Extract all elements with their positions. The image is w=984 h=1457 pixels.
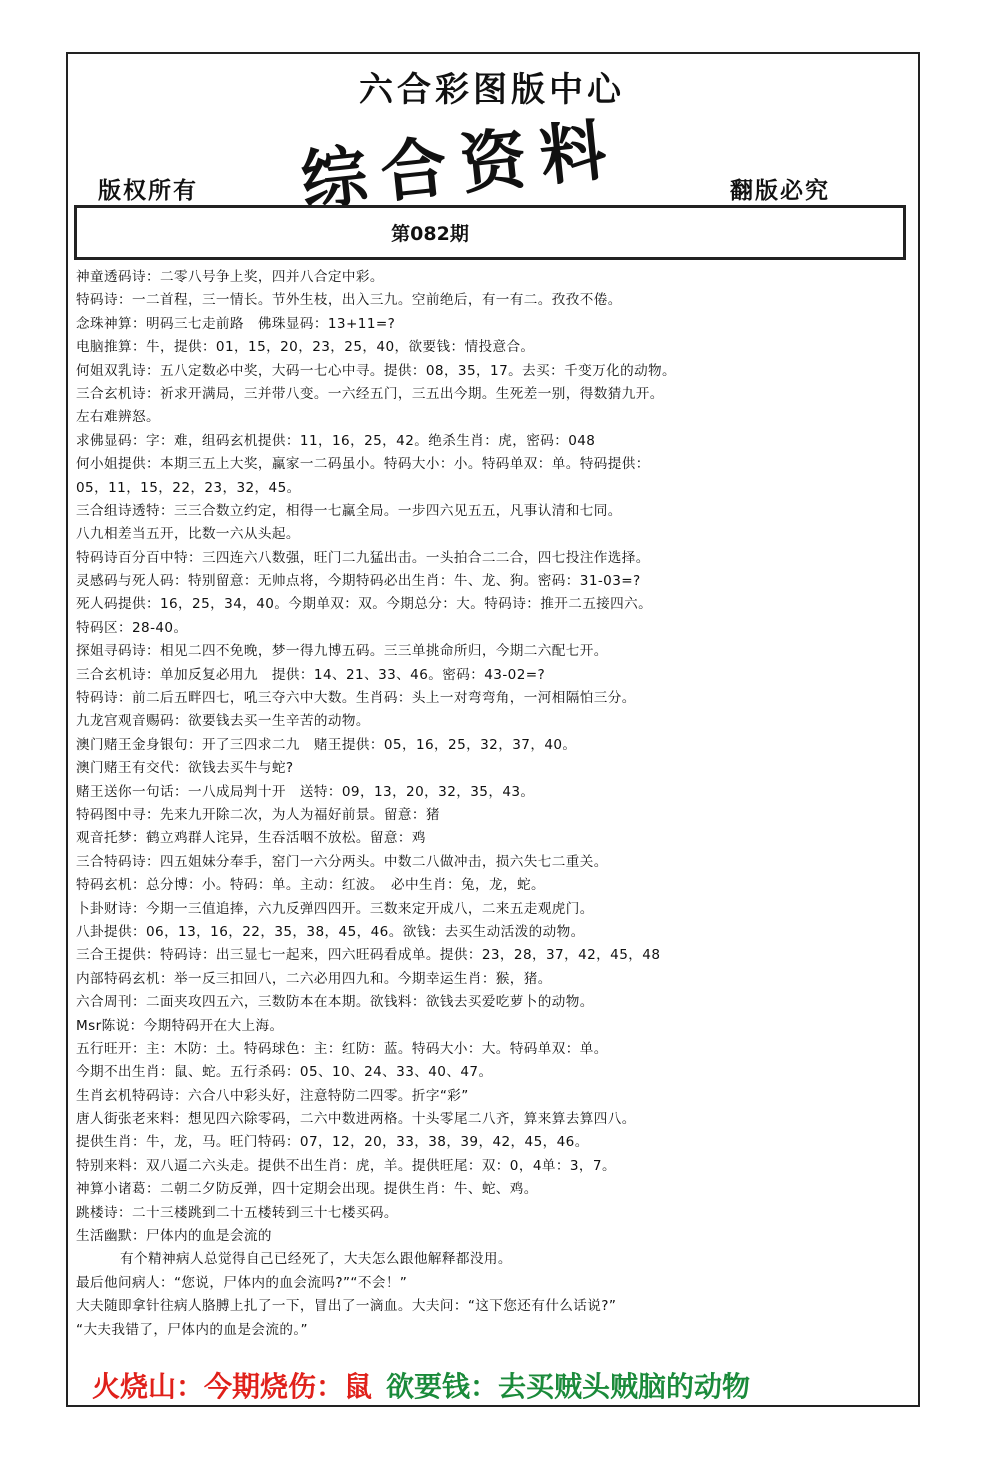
text-line: 有个精神病人总觉得自己已经死了，大夫怎么跟他解释都没用。 xyxy=(120,1251,512,1268)
text-line: 神算小诸葛：二朝二夕防反弹，四十定期会出现。提供生肖：牛、蛇、鸡。 xyxy=(76,1181,538,1198)
text-line: 六合周刊：二面夹攻四五六，三数防本在本期。欲钱料：欲钱去买爱吃萝卜的动物。 xyxy=(76,994,594,1011)
text-line: Msr陈说：今期特码开在大上海。 xyxy=(76,1017,284,1034)
text-line: 三合玄机诗：祈求开满局，三并带八变。一六经五门，三五出今期。生死差一别，得数猜九开。 xyxy=(76,385,664,402)
text-line: 特码诗：前二后五畔四七，吼三夺六中大数。生肖码：头上一对弯弯角，一河相隔怕三分。 xyxy=(76,690,636,707)
text-line: 澳门赌王金身银句：开了三四求二九 赌王提供：05，16，25，32，37，40。 xyxy=(76,736,577,753)
text-line: 唐人街张老来料：想见四六除零码，二六中数进两格。十头零尾二八齐，算来算去算四八。 xyxy=(76,1111,636,1128)
text-line: 大夫随即拿针往病人胳膊上扎了一下，冒出了一滴血。大夫问：“这下您还有什么话说?” xyxy=(76,1298,617,1315)
text-line: 何小姐提供：本期三五上大奖，赢家一二码虽小。特码大小：小。特码单双：单。特码提供： xyxy=(76,456,650,473)
text-line: 三合组诗透特：三三合数立约定，相得一七赢全局。一步四六见五五，凡事认清和七同。 xyxy=(76,502,622,519)
header-subtitle: 六合彩图版中心 xyxy=(359,70,625,110)
text-line: 澳门赌王有交代：欲钱去买牛与蛇? xyxy=(76,760,294,777)
copyright-tag: 版权所有 xyxy=(98,178,198,204)
footer-green-text: 欲要钱：去买贼头贼脑的动物 xyxy=(386,1370,751,1403)
footer-red-text: 火烧山：今期烧伤：鼠 xyxy=(92,1370,373,1403)
text-line: 特码图中寻：先来九开除二次，为人为福好前景。留意：猪 xyxy=(76,806,440,823)
text-line: “大夫我错了，尸体内的血是会流的。” xyxy=(76,1321,308,1338)
text-line: 神童透码诗：二零八号争上奖，四并八合定中彩。 xyxy=(76,269,384,285)
content-lines xyxy=(76,266,912,1342)
text-line: 内部特码玄机：举一反三扣回八，二六必用四九和。今期幸运生肖：猴，猪。 xyxy=(76,970,552,987)
text-line: 特码诗：一二首程，三一情长。节外生枝，出入三九。空前绝后，有一有二。孜孜不倦。 xyxy=(76,292,622,309)
text-line: 提供生肖：牛，龙，马。旺门特码：07，12，20，33，38，39，42，45，46。 xyxy=(76,1134,589,1151)
issue-box xyxy=(74,205,906,260)
header-main-title: 综合资料 xyxy=(297,109,624,221)
text-line: 三合特码诗：四五姐妹分奉手，窑门一六分两头。中数二八做冲击，损六失七二重关。 xyxy=(76,853,608,870)
text-line: 三合玄机诗：单加反复必用九 提供：14、21、33、46。密码：43-02=? xyxy=(76,666,546,683)
footer-banner xyxy=(92,1365,750,1405)
text-line: 特码区：28-40。 xyxy=(76,619,188,636)
text-line: 今期不出生肖：鼠、蛇。五行杀码：05、10、24、33、40、47。 xyxy=(76,1064,493,1081)
text-line: 特别来料：双八逼二六头走。提供不出生肖：虎，羊。提供旺尾：双：0，4单：3，7。 xyxy=(76,1157,616,1174)
text-line: 何姐双乳诗：五八定数必中奖，大码一七心中寻。提供：08，35，17。去买：千变万化的动物。 xyxy=(76,362,677,379)
text-line: 探姐寻码诗：相见二四不免晚，梦一得九博五码。三三单挑命所归，今期二六配七开。 xyxy=(76,643,608,660)
text-line: 特码玄机：总分博：小。特码：单。主动：红波。 必中生肖：兔，龙，蛇。 xyxy=(76,877,545,894)
text-line: 生肖玄机特码诗：六合八中彩头好，注意特防二四零。折字“彩” xyxy=(76,1087,469,1104)
text-line: 05，11，15，22，23，32，45。 xyxy=(76,479,301,496)
text-line: 赌王送你一句话：一八成局判十开 送特：09，13，20，32，35，43。 xyxy=(76,783,535,800)
text-line: 三合王提供：特码诗：出三显七一起来，四六旺码看成单。提供：23，28，37，42，45，48 xyxy=(76,947,661,964)
text-line: 五行旺开：主：木防：土。特码球色：主：红防：蓝。特码大小：大。特码单双：单。 xyxy=(76,1040,608,1057)
text-line: 左右难辨怒。 xyxy=(76,409,160,426)
text-line: 九龙宫观音赐码：欲要钱去买一生辛苦的动物。 xyxy=(76,713,370,730)
text-line: 最后他问病人：“您说，尸体内的血会流吗?”“不会！” xyxy=(76,1274,408,1291)
piracy-warning-tag: 翻版必究 xyxy=(730,178,830,204)
text-line: 特码诗百分百中特：三四连六八数强，旺门二九猛出击。一头拍合二二合，四七投注作选择。 xyxy=(76,549,650,566)
text-line: 念珠神算：明码三七走前路 佛珠显码：13+11=? xyxy=(76,315,396,332)
text-line: 观音托梦：鹤立鸡群人诧异，生吞活咽不放松。留意：鸡 xyxy=(76,830,426,847)
text-line: 八九相差当五开，比数一六从头起。 xyxy=(76,526,300,543)
text-line: 灵感码与死人码：特别留意：无帅点将，今期特码必出生肖：牛、龙、狗。密码：31-03=? xyxy=(76,573,641,590)
text-line: 八卦提供：06，13，16，22，35，38，45，46。欲钱：去买生动活泼的动物。 xyxy=(76,923,585,940)
text-line: 跳楼诗：二十三楼跳到二十五楼转到三十七楼买码。 xyxy=(76,1204,398,1221)
text-line: 生活幽默：尸体内的血是会流的 xyxy=(76,1228,272,1245)
text-line: 卜卦财诗：今期一三值追捧，六九反弹四四开。三数来定开成八，二来五走观虎门。 xyxy=(76,900,594,917)
text-line: 求佛显码：字：难，组码玄机提供：11，16，25，42。绝杀生肖：虎，密码：048 xyxy=(76,432,596,449)
text-line: 电脑推算：牛，提供：01，15，20，23，25，40，欲要钱：情投意合。 xyxy=(76,339,535,356)
text-line: 死人码提供：16，25，34，40。今期单双：双。今期总分：大。特码诗：推开二五接四六。 xyxy=(76,596,653,613)
issue-number: 第082期 xyxy=(391,223,469,245)
